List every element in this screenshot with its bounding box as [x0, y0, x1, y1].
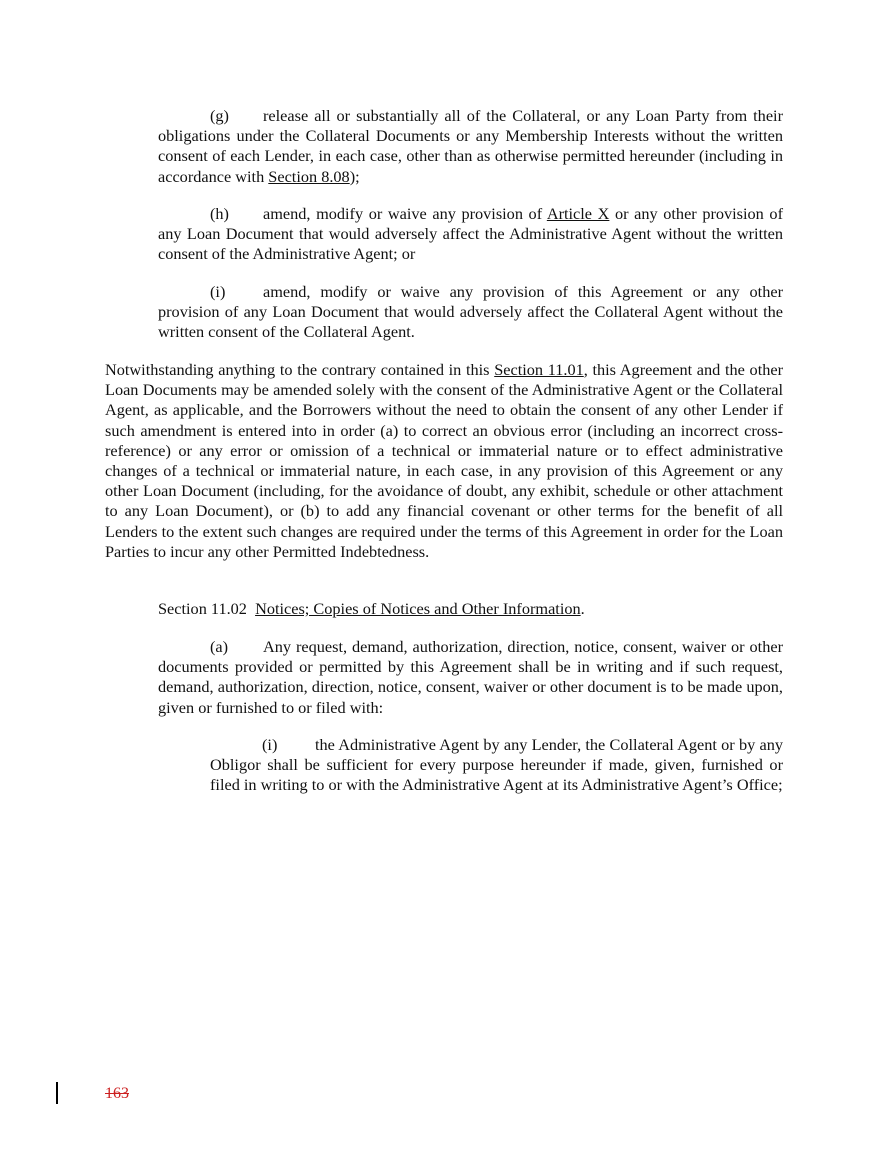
clause-h-marker: (h)	[210, 204, 229, 223]
clause-g-text-after: );	[349, 166, 360, 186]
notwithstanding-paragraph	[105, 360, 783, 562]
section-11-02-heading	[158, 599, 783, 619]
section-number: Section 11.02	[158, 599, 247, 618]
section-title-end: .	[580, 599, 585, 618]
clause-g-marker: (g)	[210, 106, 229, 125]
clause-a	[158, 637, 783, 718]
clause-g	[158, 106, 783, 187]
clause-h	[158, 204, 783, 265]
clause-a-marker: (a)	[210, 637, 229, 656]
section-8-08-link[interactable]: Section 8.08	[268, 166, 350, 186]
notwithstanding-text-before: Notwithstanding anything to the contrary contained in this	[105, 360, 495, 379]
article-x-link[interactable]: Article X	[546, 204, 610, 223]
page-number-deleted: 163	[105, 1085, 129, 1102]
sub-clause-i	[210, 735, 783, 796]
clause-i-marker: (i)	[210, 282, 226, 301]
clause-g-text-before: release all or substantially all of the Collateral, or any Loan Party from their obligations under the Collateral Documents or any Membership Interests without the written consent of each Lender, in each case, other than as otherwise permitted hereunder (including in accordance with	[158, 106, 783, 186]
section-title: Notices; Copies of Notices and Other Information	[255, 599, 581, 618]
sub-clause-i-text: the Administrative Agent by any Lender, the Collateral Agent or by any Obligor shall be sufficient for every purpose hereunder if made, given, furnished or filed in writing to or with the Administrative Agent at its Administrative Agent’s Office;	[210, 735, 783, 795]
clause-h-text-before: amend, modify or waive any provision of	[263, 204, 547, 223]
clause-h-text-after: or any other provision of any Loan Document that would adversely affect the Administrative Agent without the written consent of the Administrative Agent; or	[158, 204, 783, 264]
clause-a-text: Any request, demand, authorization, direction, notice, consent, waiver or other documents provided or permitted by this Agreement shall be in writing and if such request, demand, authorization, direction, notice, consent, waiver or other document is to be made upon, given or furnished to or filed with:	[158, 637, 783, 717]
sub-clause-i-marker: (i)	[262, 735, 278, 754]
revision-change-bar	[56, 1082, 58, 1104]
clause-i-text: amend, modify or waive any provision of this Agreement or any other provision of any Loan Document that would adversely affect the Collateral Agent without the written consent of the Collateral Agent.	[158, 282, 783, 342]
notwithstanding-text-after: , this Agreement and the other Loan Documents may be amended solely with the consent of the Administrative Agent or the Collateral Agent, as applicable, and the Borrowers without the need to obtain the consent of any other Lender if such amendment is entered into in order (a) to correct an obvious error (including an incorrect cross-reference) or any error or omission of a technical or immaterial nature or to effect administrative changes of a technical or immaterial nature, in each case, in any provision of this Agreement or any other Loan Document (including, for the avoidance of doubt, any exhibit, schedule or other attachment to any Loan Document), or (b) to add any financial covenant or other terms for the benefit of all Lenders to the extent such changes are required under the terms of this Agreement in order for the Loan Parties to incur any other Permitted Indebtedness.	[105, 360, 783, 561]
clause-i	[158, 282, 783, 343]
section-11-01-link[interactable]: Section 11.01	[494, 360, 584, 379]
